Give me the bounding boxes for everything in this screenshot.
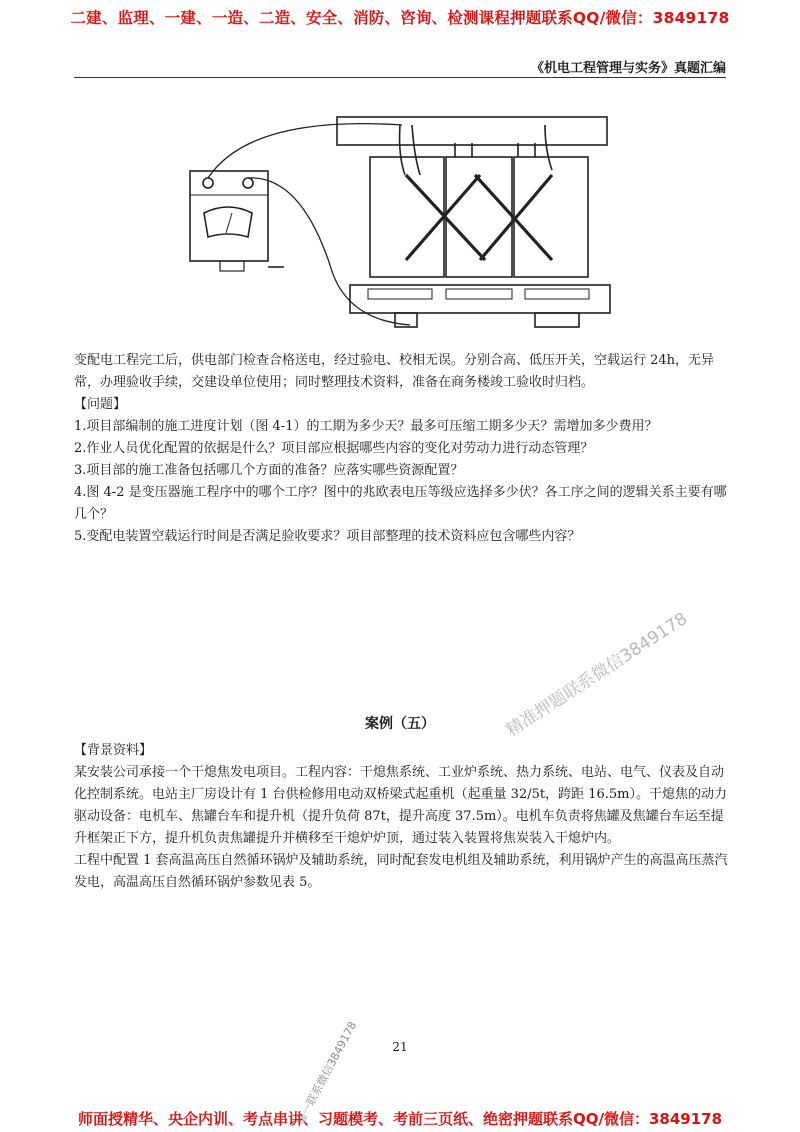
question-item: 2.作业人员优化配置的依据是什么？项目部应根据哪些内容的变化对劳动力进行动态管理？ [74,441,594,456]
background-paragraph: 工程中配置 1 套高温高压自然循环锅炉及辅助系统，同时配套发电机组及辅助系统，利用锅炉产生的高温高压蒸汽发电，高温高压自然循环锅炉参数见表 5。 [74,853,728,890]
background-heading: 【背景资料】 [74,743,153,758]
question-item: 4.图 4-2 是变压器施工程序中的哪个工序？图中的兆欧表电压等级应选择多少伏？各工序之间的逻辑关系主要有哪几个？ [74,485,727,522]
question-item: 3.项目部的施工准备包括哪几个方面的准备？应落实哪些资源配置？ [74,463,464,478]
questions-heading: 【问题】 [74,397,127,412]
completion-paragraph: 变配电工程完工后，供电部门检查合格送电，经过验电、校相无误。分别合高、低压开关，空载运行 24h，无异常，办理验收手续，交建设单位使用；同时整理技术资料，准备在商务楼竣工验收时归档。 [74,353,715,390]
body-text-section-1 [74,350,730,548]
test-lead-2 [248,178,410,325]
megohmmeter-body [190,171,268,261]
header-divider [74,77,726,78]
watermark-text-small: 唯一联系微信3849178 [293,1019,360,1128]
question-item: 1.项目部编制的施工进度计划（图 4-1）的工期为多少天？最多可压缩工期多少天？需增加多少费用？ [74,419,658,434]
watermark-text: 精准押题联系微信3849178 [502,608,692,741]
promo-banner-bottom: 师面授精华、央企内训、考点串讲、习题模考、考前三页纸、绝密押题联系QQ/微信：3849178 [77,1110,723,1128]
transformer-megohmmeter-figure [180,95,620,345]
meter-dial [204,207,252,237]
page-number: 21 [392,1040,408,1054]
promo-banner-top: 二建、监理、一建、一造、二造、安全、消防、咨询、检测课程押题联系QQ/微信：3849178 [70,9,730,27]
transformer-top-yoke [337,117,607,145]
test-lead-1 [208,124,402,178]
case-five-title: 案例（五） [365,716,435,732]
background-paragraph: 某安装公司承接一个干熄焦发电项目。工程内容：干熄焦系统、工业炉系统、热力系统、电站、电气、仪表及自动化控制系统。电站主厂房设计有 1 台供检修用电动双桥梁式起重机（起重量 32/5t，跨距 16.5m）。干熄焦的动力驱动设备：电机车、焦罐台车和提升机（提升负荷 87t，提升高度 37.5m）。电机车负责将焦罐及焦罐台车运至提升框架正下方，提升机负责焦罐提升并横移至干熄炉炉顶，通过装入装置将焦炭装入干熄炉内。 [74,765,727,846]
body-text-section-2 [74,740,730,894]
page-header-title: 《机电工程管理与实务》真题汇编 [530,61,726,76]
question-item: 5.变配电装置空载运行时间是否满足验收要求？项目部整理的技术资料应包含哪些内容？ [74,529,581,544]
